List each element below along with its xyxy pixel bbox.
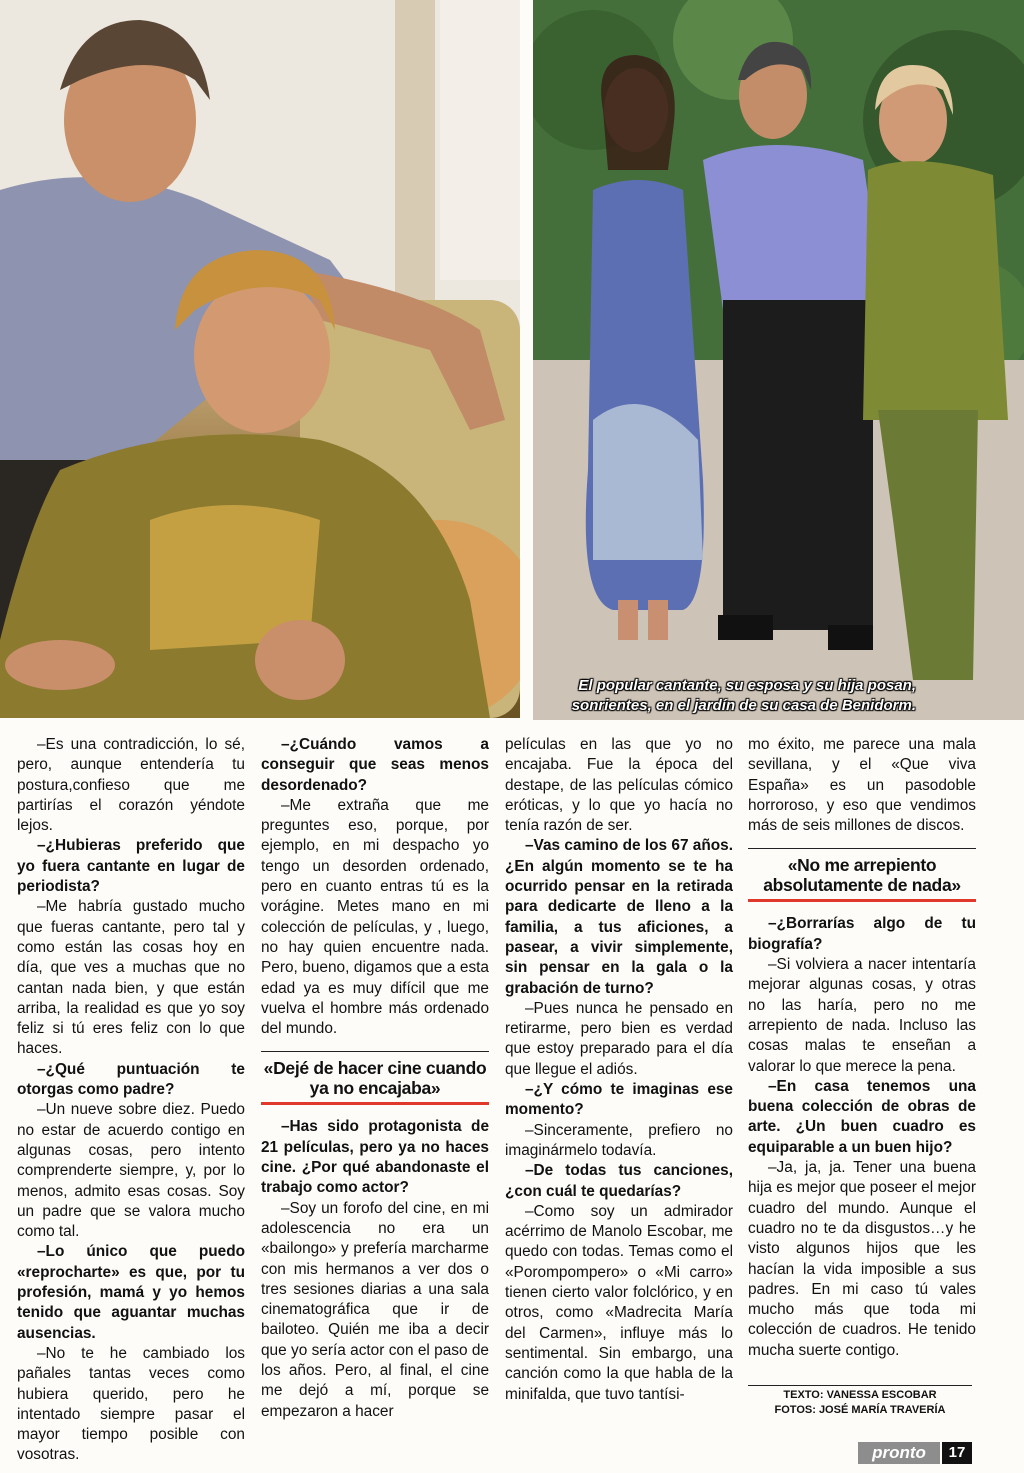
interview-answer: –Como soy un admirador acérrimo de Manolo Escobar, me quedo con todas. Temas como el «Porompompero» o «Mi carro» tienen cierto valor folclórico, y en otros, como «Madrecita María del Carmen», influye más lo sentimental. Sin embargo, una canción como la que habla de la minifalda, que tuvo tantísi-	[505, 1202, 733, 1403]
text-column-4-bottom	[748, 914, 976, 1361]
photo-family-garden	[533, 0, 1024, 720]
text-column-2-top	[261, 735, 489, 1039]
interview-answer: –Si volviera a nacer intentaría mejorar algunas cosas, y otras no las haría, pero no me arrepiento de nada. Incluso las cosas malas te enseñan a valorar lo que merece la pena.	[748, 956, 976, 1075]
interview-answer: –Me extraña que me preguntes eso, porque, por ejemplo, en mi despacho yo tengo un desorden ordenado, pero en cuanto entras tú es la vorágine. Metes mano en mi colección de películas, y , luego, no hay quien encuentre nada. Pero, bueno, digamos que a esta edad ya es muy difícil que me vuelva el hombre más ordenado del mundo.	[261, 796, 489, 1038]
text-column-2-bottom	[261, 1117, 489, 1421]
interview-question: –De todas tus canciones, ¿con cuál te quedarías?	[505, 1162, 733, 1200]
section-subhead-cine: «Dejé de hacer cine cuando ya no encajaba»	[261, 1051, 489, 1105]
text-column-2	[261, 735, 489, 1422]
interview-answer: –Es una contradicción, lo sé, pero, aunque entendería tu postura,confieso que me partirías el corazón yéndote lejos.	[17, 736, 245, 835]
text-column-4-top	[748, 735, 976, 836]
interview-question: –¿Cuándo vamos a conseguir que seas menos desordenado?	[261, 736, 489, 794]
interview-question: –Lo único que puedo «reprocharte» es que, por tu profesión, mamá y yo hemos tenido que aguantar muchas ausencias.	[17, 1243, 245, 1342]
interview-answer: –No te he cambiado los pañales tantas veces como hubiera querido, pero he intentado siempre pasar el mayor tiempo posible con vosotras.	[17, 1344, 245, 1464]
credits-text: TEXTO: VANESSA ESCOBAR	[783, 1389, 937, 1401]
section-subhead-arrepiento: «No me arrepiento absolutamente de nada»	[748, 848, 976, 902]
photo-family-sofa	[0, 0, 520, 718]
interview-answer: mo éxito, me parece una mala sevillana, y el «Que viva España» es un pasodoble horroroso, y eso que vendimos más de seis millones de discos.	[748, 736, 976, 835]
photo-family-sofa-illustration	[0, 0, 520, 718]
magazine-brand: pronto	[858, 1442, 940, 1464]
interview-question: –En casa tenemos una buena colección de obras de arte. ¿Un buen cuadro es equiparable a un buen hijo?	[748, 1077, 976, 1156]
interview-question: –Vas camino de los 67 años. ¿En algún momento se te ha ocurrido pensar en la retirada para dedicarte de lleno a la familia, a tus aficiones, a pasear, a vivir simplemente, sin pensar en la gala o la grabación de turno?	[505, 837, 733, 997]
interview-question: –Has sido protagonista de 21 películas, pero ya no haces cine. ¿Por qué abandonaste el trabajo como actor?	[261, 1118, 489, 1197]
interview-answer: –Sinceramente, prefiero no imaginármelo todavía.	[505, 1121, 733, 1159]
interview-question: –¿Y cómo te imaginas ese momento?	[505, 1081, 733, 1119]
interview-answer: –Me habría gustado mucho que fueras cantante, pero tal y como están las cosas hoy en día, que ves a muchas que no cantan nada bien, y que están arriba, la realidad es que yo soy feliz si tú eres feliz con lo que haces.	[17, 898, 245, 1058]
credits-photos: FOTOS: JOSÉ MARÍA TRAVERÍA	[774, 1404, 946, 1416]
interview-answer: –Pues nunca he pensado en retirarme, pero bien es verdad que estoy preparado para el día que llegue el adiós.	[505, 999, 733, 1078]
interview-answer: películas en las que yo no encajaba. Fue la época del destape, de las películas cómico eróticas, y lo que yo hacía no tenía razón de ser.	[505, 736, 733, 835]
text-column-1	[17, 735, 245, 1466]
text-column-4	[748, 735, 976, 1361]
interview-answer: –Ja, ja, ja. Tener una buena hija es mejor que poseer el mejor cuadro del mundo. Aunque el cuadro no te da disgustos…y he visto algunos hijos que les hacían la vida imposible a sus padres. En mi caso tú vales mucho más que toda mi colección de cuadros. He tenido mucha suerte contigo.	[748, 1159, 976, 1359]
interview-question: –¿Qué puntuación te otorgas como padre?	[17, 1060, 245, 1099]
interview-answer: –Soy un forofo del cine, en mi adolescencia no era un «bailongo» y prefería marcharme con mis hermanos a ver dos o tres sesiones diarias a una sala cinematográfica que ir de bailoteo. Quién me iba a decir que yo sería actor con el paso de los años. Pero, al final, el cine me dejó a mí, porque se empezaron a hacer	[261, 1199, 489, 1420]
page-number: 17	[942, 1442, 972, 1464]
interview-answer: –Un nueve sobre diez. Puedo no estar de acuerdo contigo en algunas cosas, pero intento comprenderte siempre, y, por lo menos, admito esas cosas. Soy un padre que se valora mucho como tal.	[17, 1101, 245, 1241]
photo-caption: El popular cantante, su esposa y su hija posan, sonrientes, en el jardín de su casa de Benidorm.	[571, 677, 916, 714]
credits-box	[748, 1385, 972, 1418]
photo-family-garden-illustration	[533, 0, 1024, 720]
text-column-3	[505, 735, 733, 1405]
interview-question: –¿Hubieras preferido que yo fuera cantante en lugar de periodista?	[17, 837, 245, 896]
interview-question: –¿Borrarías algo de tu biografía?	[748, 915, 976, 953]
